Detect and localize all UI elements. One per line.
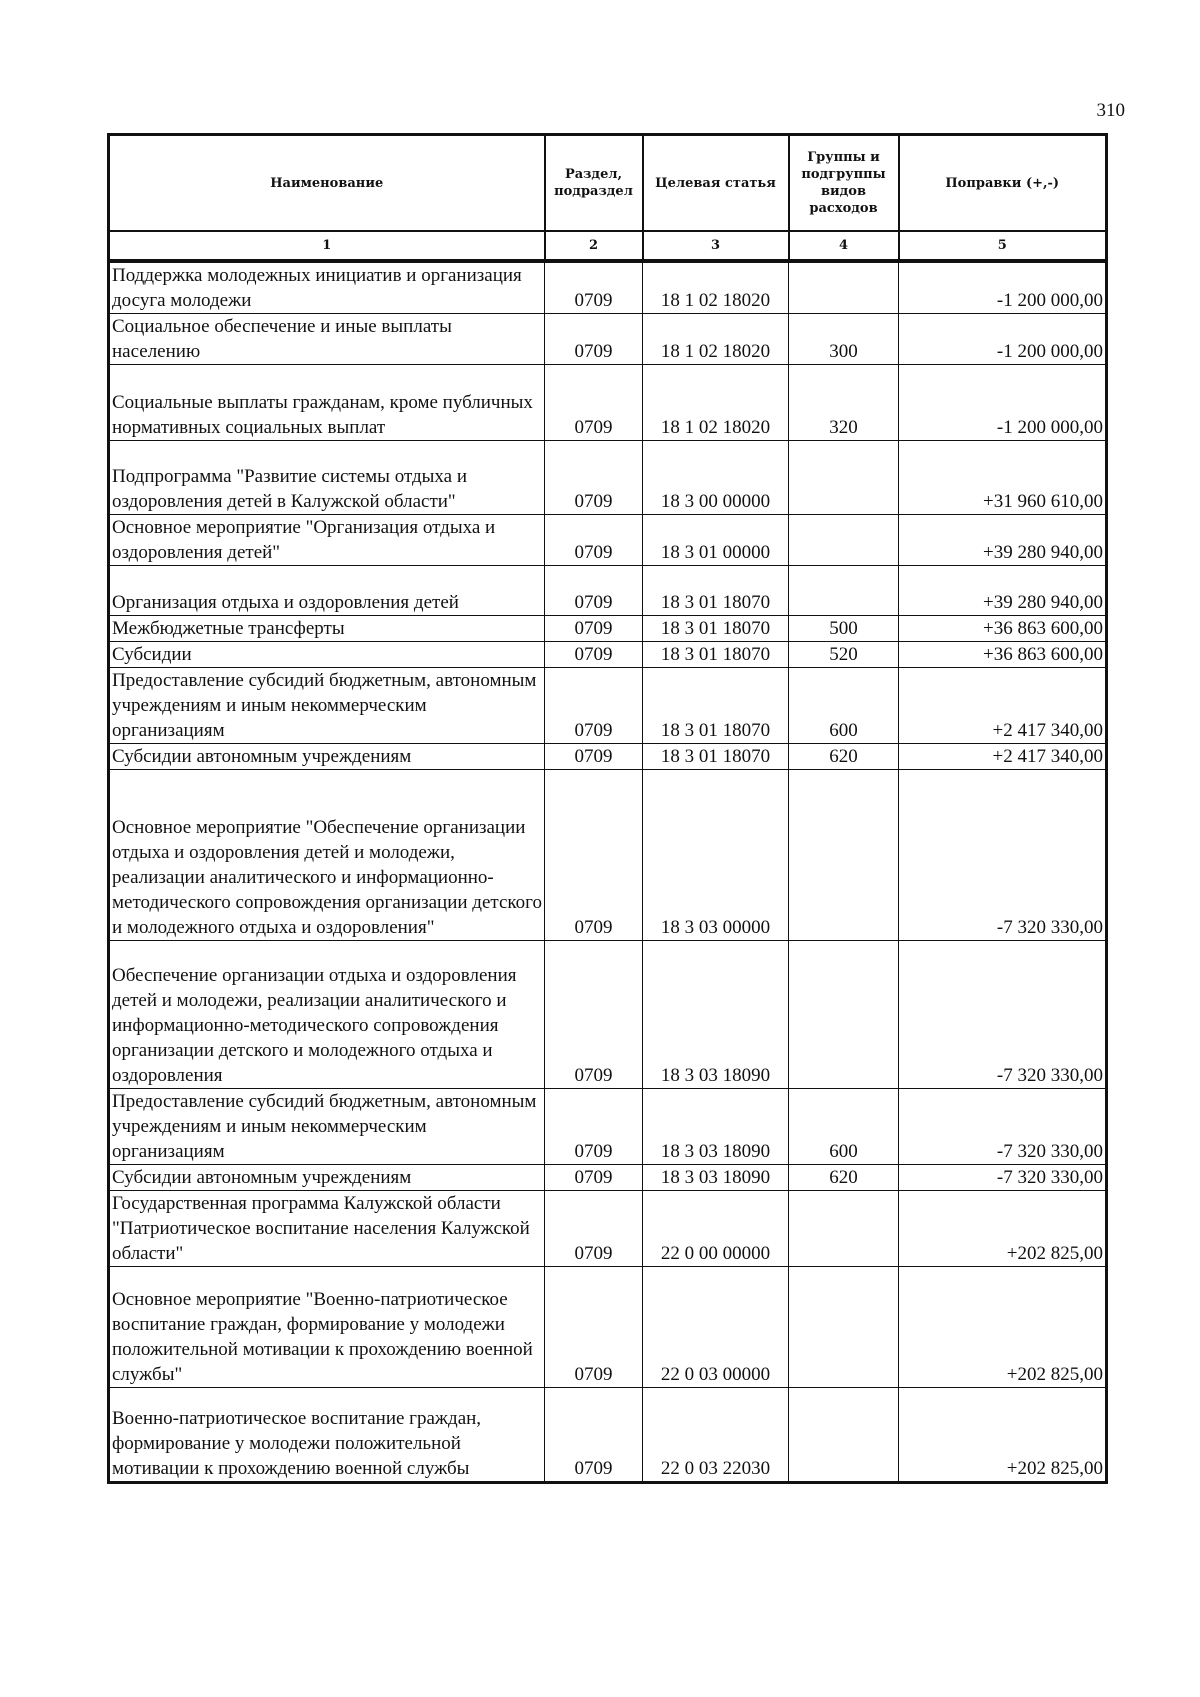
- cell-amount: +2 417 340,00: [899, 744, 1107, 770]
- table-row: [109, 261, 1107, 314]
- cell-group: [789, 1267, 899, 1388]
- cell-statya: 18 3 01 18070: [643, 642, 789, 668]
- table-row: [109, 365, 1107, 441]
- table-row: [109, 941, 1107, 1089]
- cell-name: Социальное обеспечение и иные выплаты населению: [109, 314, 545, 365]
- cell-name: Подпрограмма "Развитие системы отдыха и оздоровления детей в Калужской области": [109, 441, 545, 515]
- page-number: 310: [1096, 100, 1125, 121]
- cell-razdel: 0709: [545, 668, 643, 744]
- cell-razdel: 0709: [545, 1267, 643, 1388]
- cell-statya: 22 0 03 00000: [643, 1267, 789, 1388]
- cell-name: Основное мероприятие "Организация отдыха и оздоровления детей": [109, 515, 545, 566]
- cell-group: 600: [789, 668, 899, 744]
- cell-group: [789, 1191, 899, 1267]
- cell-amount: +202 825,00: [899, 1388, 1107, 1483]
- cell-statya: 18 3 01 18070: [643, 668, 789, 744]
- cell-amount: +39 280 940,00: [899, 515, 1107, 566]
- cell-statya: 22 0 03 22030: [643, 1388, 789, 1483]
- cell-group: [789, 441, 899, 515]
- cell-statya: 18 1 02 18020: [643, 365, 789, 441]
- table-row: [109, 1191, 1107, 1267]
- cell-name: Обеспечение организации отдыха и оздоровления детей и молодежи, реализации аналитического и информационно-методического сопровождения организации детского и молодежного отдыха и оздоровления: [109, 941, 545, 1089]
- header-amount: Поправки (+,-): [899, 135, 1107, 232]
- table-row: [109, 566, 1107, 616]
- cell-group: 620: [789, 744, 899, 770]
- cell-name: Военно-патриотическое воспитание граждан, формирование у молодежи положительной мотивации к прохождению военной службы: [109, 1388, 545, 1483]
- cell-amount: +2 417 340,00: [899, 668, 1107, 744]
- cell-amount: -7 320 330,00: [899, 941, 1107, 1089]
- cell-group: 500: [789, 616, 899, 642]
- table-row: [109, 1165, 1107, 1191]
- cell-razdel: 0709: [545, 441, 643, 515]
- header-row: [109, 135, 1107, 232]
- cell-name: Предоставление субсидий бюджетным, автономным учреждениям и иным некоммерческим организациям: [109, 668, 545, 744]
- cell-razdel: 0709: [545, 515, 643, 566]
- cell-group: [789, 1388, 899, 1483]
- cell-razdel: 0709: [545, 1165, 643, 1191]
- cell-statya: 18 3 01 18070: [643, 566, 789, 616]
- cell-name: Социальные выплаты гражданам, кроме публичных нормативных социальных выплат: [109, 365, 545, 441]
- cell-statya: 18 3 03 18090: [643, 1165, 789, 1191]
- budget-table: [107, 133, 1108, 1484]
- cell-group: [789, 941, 899, 1089]
- table-row: [109, 441, 1107, 515]
- cell-amount: +39 280 940,00: [899, 566, 1107, 616]
- column-number: 5: [899, 231, 1107, 261]
- table-row: [109, 314, 1107, 365]
- column-number: 2: [545, 231, 643, 261]
- cell-razdel: 0709: [545, 1191, 643, 1267]
- cell-name: Субсидии автономным учреждениям: [109, 1165, 545, 1191]
- cell-statya: 18 3 03 18090: [643, 1089, 789, 1165]
- cell-group: 300: [789, 314, 899, 365]
- cell-amount: -7 320 330,00: [899, 1165, 1107, 1191]
- cell-name: Основное мероприятие "Обеспечение организации отдыха и оздоровления детей и молодежи, реализации аналитического и информационно-методического сопровождения организации детского и молодежного отдыха и оздоровления": [109, 770, 545, 941]
- cell-statya: 18 3 03 00000: [643, 770, 789, 941]
- cell-name: Организация отдыха и оздоровления детей: [109, 566, 545, 616]
- header-razdel: Раздел, подраздел: [545, 135, 643, 232]
- cell-statya: 18 3 01 18070: [643, 744, 789, 770]
- cell-statya: 18 1 02 18020: [643, 314, 789, 365]
- cell-amount: -7 320 330,00: [899, 1089, 1107, 1165]
- cell-name: Субсидии автономным учреждениям: [109, 744, 545, 770]
- cell-razdel: 0709: [545, 744, 643, 770]
- cell-statya: 22 0 00 00000: [643, 1191, 789, 1267]
- cell-name: Государственная программа Калужской области "Патриотическое воспитание населения Калужской области": [109, 1191, 545, 1267]
- cell-razdel: 0709: [545, 314, 643, 365]
- cell-statya: 18 3 00 00000: [643, 441, 789, 515]
- cell-statya: 18 1 02 18020: [643, 261, 789, 314]
- cell-razdel: 0709: [545, 616, 643, 642]
- cell-name: Поддержка молодежных инициатив и организация досуга молодежи: [109, 261, 545, 314]
- cell-name: Основное мероприятие "Военно-патриотическое воспитание граждан, формирование у молодежи положительной мотивации к прохождению военной службы": [109, 1267, 545, 1388]
- cell-razdel: 0709: [545, 770, 643, 941]
- table-row: [109, 770, 1107, 941]
- cell-name: Субсидии: [109, 642, 545, 668]
- cell-razdel: 0709: [545, 365, 643, 441]
- table-row: [109, 744, 1107, 770]
- cell-name: Предоставление субсидий бюджетным, автономным учреждениям и иным некоммерческим организациям: [109, 1089, 545, 1165]
- table-row: [109, 1267, 1107, 1388]
- cell-amount: -1 200 000,00: [899, 261, 1107, 314]
- cell-statya: 18 3 01 18070: [643, 616, 789, 642]
- header-name: Наименование: [109, 135, 545, 232]
- table-row: [109, 616, 1107, 642]
- column-number: 1: [109, 231, 545, 261]
- table-row: [109, 515, 1107, 566]
- table-body: [109, 261, 1107, 1483]
- cell-razdel: 0709: [545, 566, 643, 616]
- cell-amount: -1 200 000,00: [899, 365, 1107, 441]
- cell-amount: +31 960 610,00: [899, 441, 1107, 515]
- column-number: 4: [789, 231, 899, 261]
- header-statya: Целевая статья: [643, 135, 789, 232]
- header-group: Группы и подгруппы видов расходов: [789, 135, 899, 232]
- cell-amount: +202 825,00: [899, 1191, 1107, 1267]
- cell-amount: +36 863 600,00: [899, 616, 1107, 642]
- column-number-row: [109, 231, 1107, 261]
- cell-statya: 18 3 03 18090: [643, 941, 789, 1089]
- cell-group: [789, 261, 899, 314]
- cell-amount: -7 320 330,00: [899, 770, 1107, 941]
- cell-group: 320: [789, 365, 899, 441]
- table-row: [109, 1089, 1107, 1165]
- cell-razdel: 0709: [545, 1388, 643, 1483]
- table-row: [109, 1388, 1107, 1483]
- cell-group: 520: [789, 642, 899, 668]
- cell-amount: -1 200 000,00: [899, 314, 1107, 365]
- cell-group: [789, 566, 899, 616]
- table-row: [109, 642, 1107, 668]
- cell-name: Межбюджетные трансферты: [109, 616, 545, 642]
- cell-razdel: 0709: [545, 642, 643, 668]
- cell-amount: +36 863 600,00: [899, 642, 1107, 668]
- table-row: [109, 668, 1107, 744]
- cell-group: [789, 515, 899, 566]
- cell-razdel: 0709: [545, 261, 643, 314]
- cell-statya: 18 3 01 00000: [643, 515, 789, 566]
- cell-group: 600: [789, 1089, 899, 1165]
- cell-amount: +202 825,00: [899, 1267, 1107, 1388]
- cell-group: [789, 770, 899, 941]
- cell-group: 620: [789, 1165, 899, 1191]
- cell-razdel: 0709: [545, 1089, 643, 1165]
- cell-razdel: 0709: [545, 941, 643, 1089]
- column-number: 3: [643, 231, 789, 261]
